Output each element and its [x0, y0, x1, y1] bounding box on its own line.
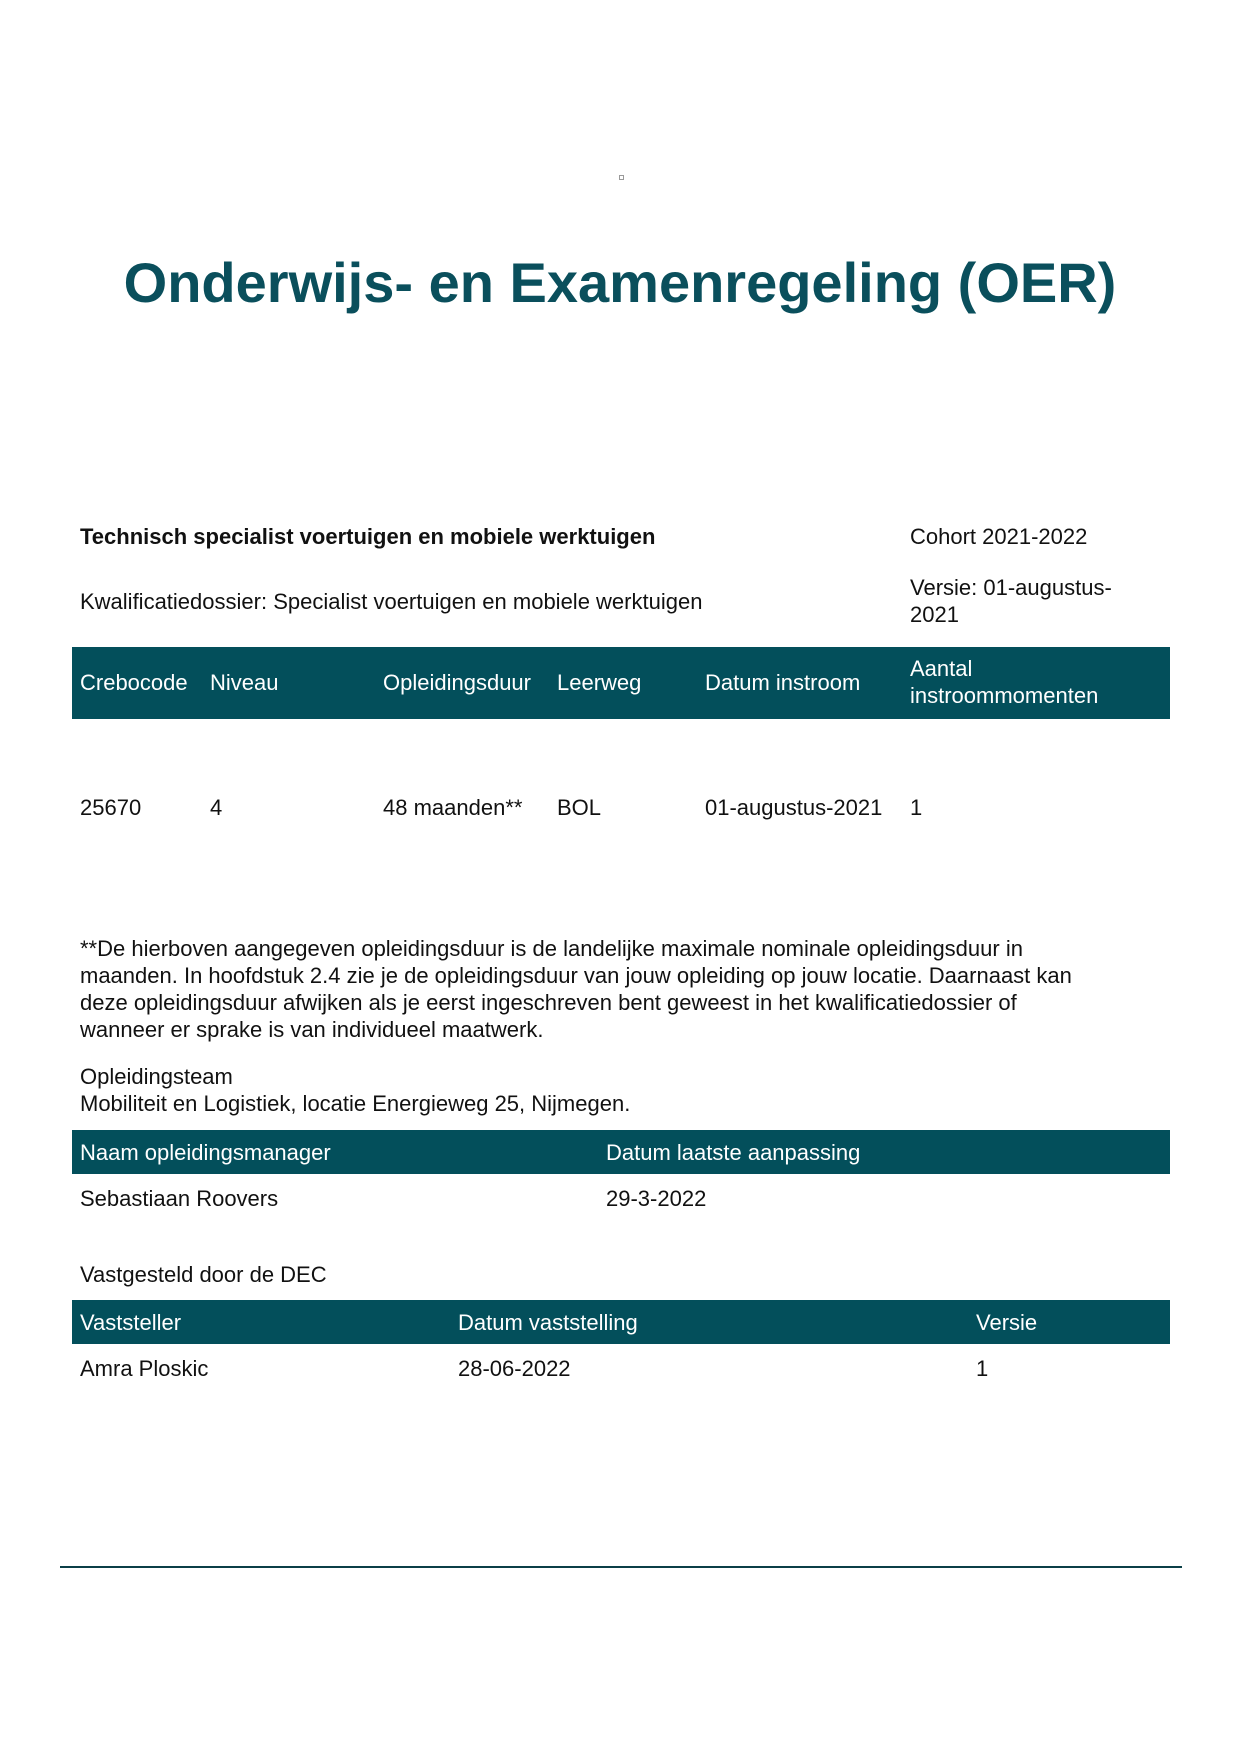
program-name: Technisch specialist voertuigen en mobiele werktuigen	[80, 524, 656, 549]
document-title: Onderwijs- en Examenregeling (OER)	[123, 251, 1117, 314]
cell-datum-vaststelling: 28-06-2022	[458, 1356, 571, 1381]
header-datum-laatste-aanpassing: Datum laatste aanpassing	[606, 1140, 861, 1165]
cell-opleidingsduur: 48 maanden**	[383, 795, 523, 820]
version-line-1: Versie: 01-augustus-	[910, 575, 1112, 600]
cell-leerweg: BOL	[557, 795, 602, 820]
header-datum-instroom: Datum instroom	[705, 670, 861, 695]
header-naam-opleidingsmanager: Naam opleidingsmanager	[80, 1140, 331, 1165]
version-line-2: 2021	[910, 602, 959, 627]
header-instroommomenten: instroommomenten	[910, 683, 1099, 708]
dec-table-header	[72, 1300, 1170, 1344]
dec-label: Vastgesteld door de DEC	[80, 1262, 327, 1287]
cell-aantal-instroommomenten: 1	[910, 795, 923, 820]
header-opleidingsduur: Opleidingsduur	[383, 670, 531, 695]
cohort-label: Cohort 2021-2022	[910, 524, 1088, 549]
manager-table-header	[72, 1130, 1170, 1174]
footnote-line-3: deze opleidingsduur afwijken als je eerst ingeschreven bent geweest in het kwalificatiedossier of	[80, 990, 1017, 1015]
team-location: Mobiliteit en Logistiek, locatie Energieweg 25, Nijmegen.	[80, 1091, 631, 1116]
manager-table-row	[72, 1185, 1170, 1215]
header-datum-vaststelling: Datum vaststelling	[458, 1310, 638, 1335]
header-niveau: Niveau	[210, 670, 279, 695]
cell-versie: 1	[976, 1356, 989, 1381]
program-table-row	[72, 794, 1170, 824]
header-vaststeller: Vaststeller	[80, 1310, 182, 1335]
cell-niveau: 4	[210, 795, 223, 820]
cell-manager-name: Sebastiaan Roovers	[80, 1186, 279, 1211]
program-table-header	[72, 647, 1170, 719]
header-versie: Versie	[976, 1310, 1038, 1335]
footnote-line-2: maanden. In hoofdstuk 2.4 zie je de opleidingsduur van jouw opleiding op jouw locatie. Daarnaast kan	[80, 963, 1072, 988]
cell-crebocode: 25670	[80, 795, 142, 820]
header-leerweg: Leerweg	[557, 670, 642, 695]
footnote-line-4: wanneer er sprake is van individueel maatwerk.	[80, 1017, 544, 1042]
header-crebocode: Crebocode	[80, 670, 188, 695]
qualification-dossier: Kwalificatiedossier: Specialist voertuigen en mobiele werktuigen	[80, 589, 703, 614]
cell-datum-instroom: 01-augustus-2021	[705, 795, 883, 820]
cell-vaststeller: Amra Ploskic	[80, 1356, 209, 1381]
footer-divider	[60, 1566, 1182, 1568]
header-aantal: Aantal	[910, 656, 973, 681]
cell-last-modified-date: 29-3-2022	[606, 1186, 707, 1211]
team-label: Opleidingsteam	[80, 1064, 233, 1089]
footnote-line-1: **De hierboven aangegeven opleidingsduur is de landelijke maximale nominale opleidingsduur in	[80, 936, 1023, 961]
dec-table-row	[72, 1355, 1170, 1385]
logo-placeholder-icon	[619, 175, 624, 180]
